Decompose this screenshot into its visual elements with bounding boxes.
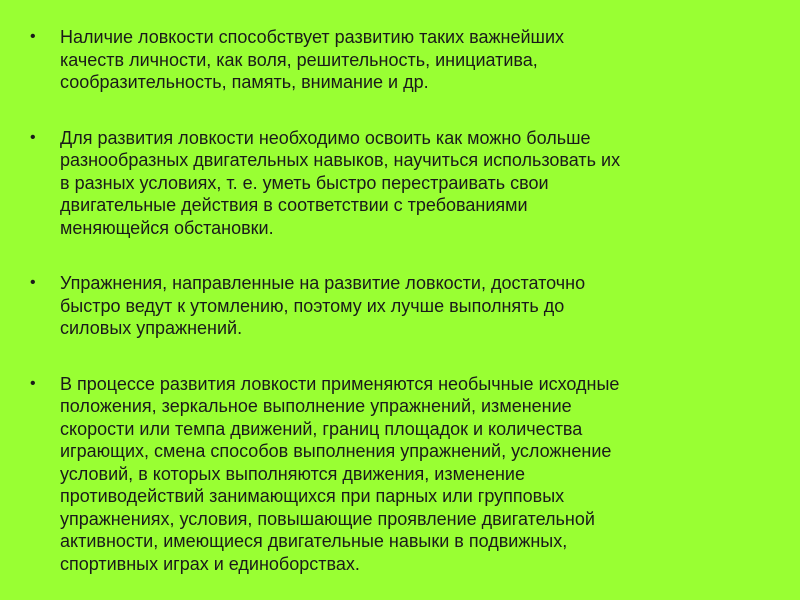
bullet-icon: • <box>30 374 36 392</box>
bullet-item <box>30 272 770 340</box>
bullet-line: в разных условиях, т. е. уметь быстро перестраивать свои <box>60 172 549 193</box>
bullet-line: Для развития ловкости необходимо освоить как можно больше <box>60 127 591 148</box>
bullet-line: активности, имеющиеся двигательные навыки в подвижных, <box>60 531 568 551</box>
bullet-line: двигательные действия в соответствии с требованиями <box>60 195 528 215</box>
bullet-line: спортивных играх и единоборствах. <box>60 553 360 574</box>
bullet-line: противодействий занимающихся при парных или групповых <box>60 486 565 506</box>
bullet-item <box>30 127 770 240</box>
bullet-line: меняющейся обстановки. <box>60 217 274 238</box>
bullet-line: условий, в которых выполняются движения, изменение <box>60 463 525 484</box>
bullet-icon: • <box>30 28 36 45</box>
bullet-text <box>60 373 770 576</box>
bullet-item <box>30 26 770 94</box>
bullet-line: силовых упражнений. <box>60 318 243 338</box>
bullet-line: играющих, смена способов выполнения упражнений, усложнение <box>60 441 612 461</box>
bullet-line: быстро ведут к утомлению, поэтому их лучше выполнять до <box>60 295 565 316</box>
bullet-line: Наличие ловкости способствует развитию таких важнейших <box>60 27 565 47</box>
bullet-line: В процессе развития ловкости применяются необычные исходные <box>60 373 620 394</box>
bullet-text <box>60 26 770 94</box>
bullet-line: скорости или темпа движений, границ площадок и количества <box>60 418 583 439</box>
bullet-text <box>60 127 770 240</box>
bullet-icon: • <box>30 274 36 291</box>
bullet-icon: • <box>30 128 36 146</box>
bullet-text <box>60 272 770 340</box>
bullet-line: качеств личности, как воля, решительность, инициатива, <box>60 49 538 70</box>
bullet-item <box>30 373 770 576</box>
bullet-line: положения, зеркальное выполнение упражнений, изменение <box>60 396 572 416</box>
bullet-line: сообразительность, память, внимание и др. <box>60 72 429 92</box>
bullet-line: упражнениях, условия, повышающие проявление двигательной <box>60 508 595 529</box>
bullet-line: разнообразных двигательных навыков, научиться использовать их <box>60 150 621 170</box>
bullet-line: Упражнения, направленные на развитие ловкости, достаточно <box>60 273 586 293</box>
bullet-list <box>30 26 770 575</box>
